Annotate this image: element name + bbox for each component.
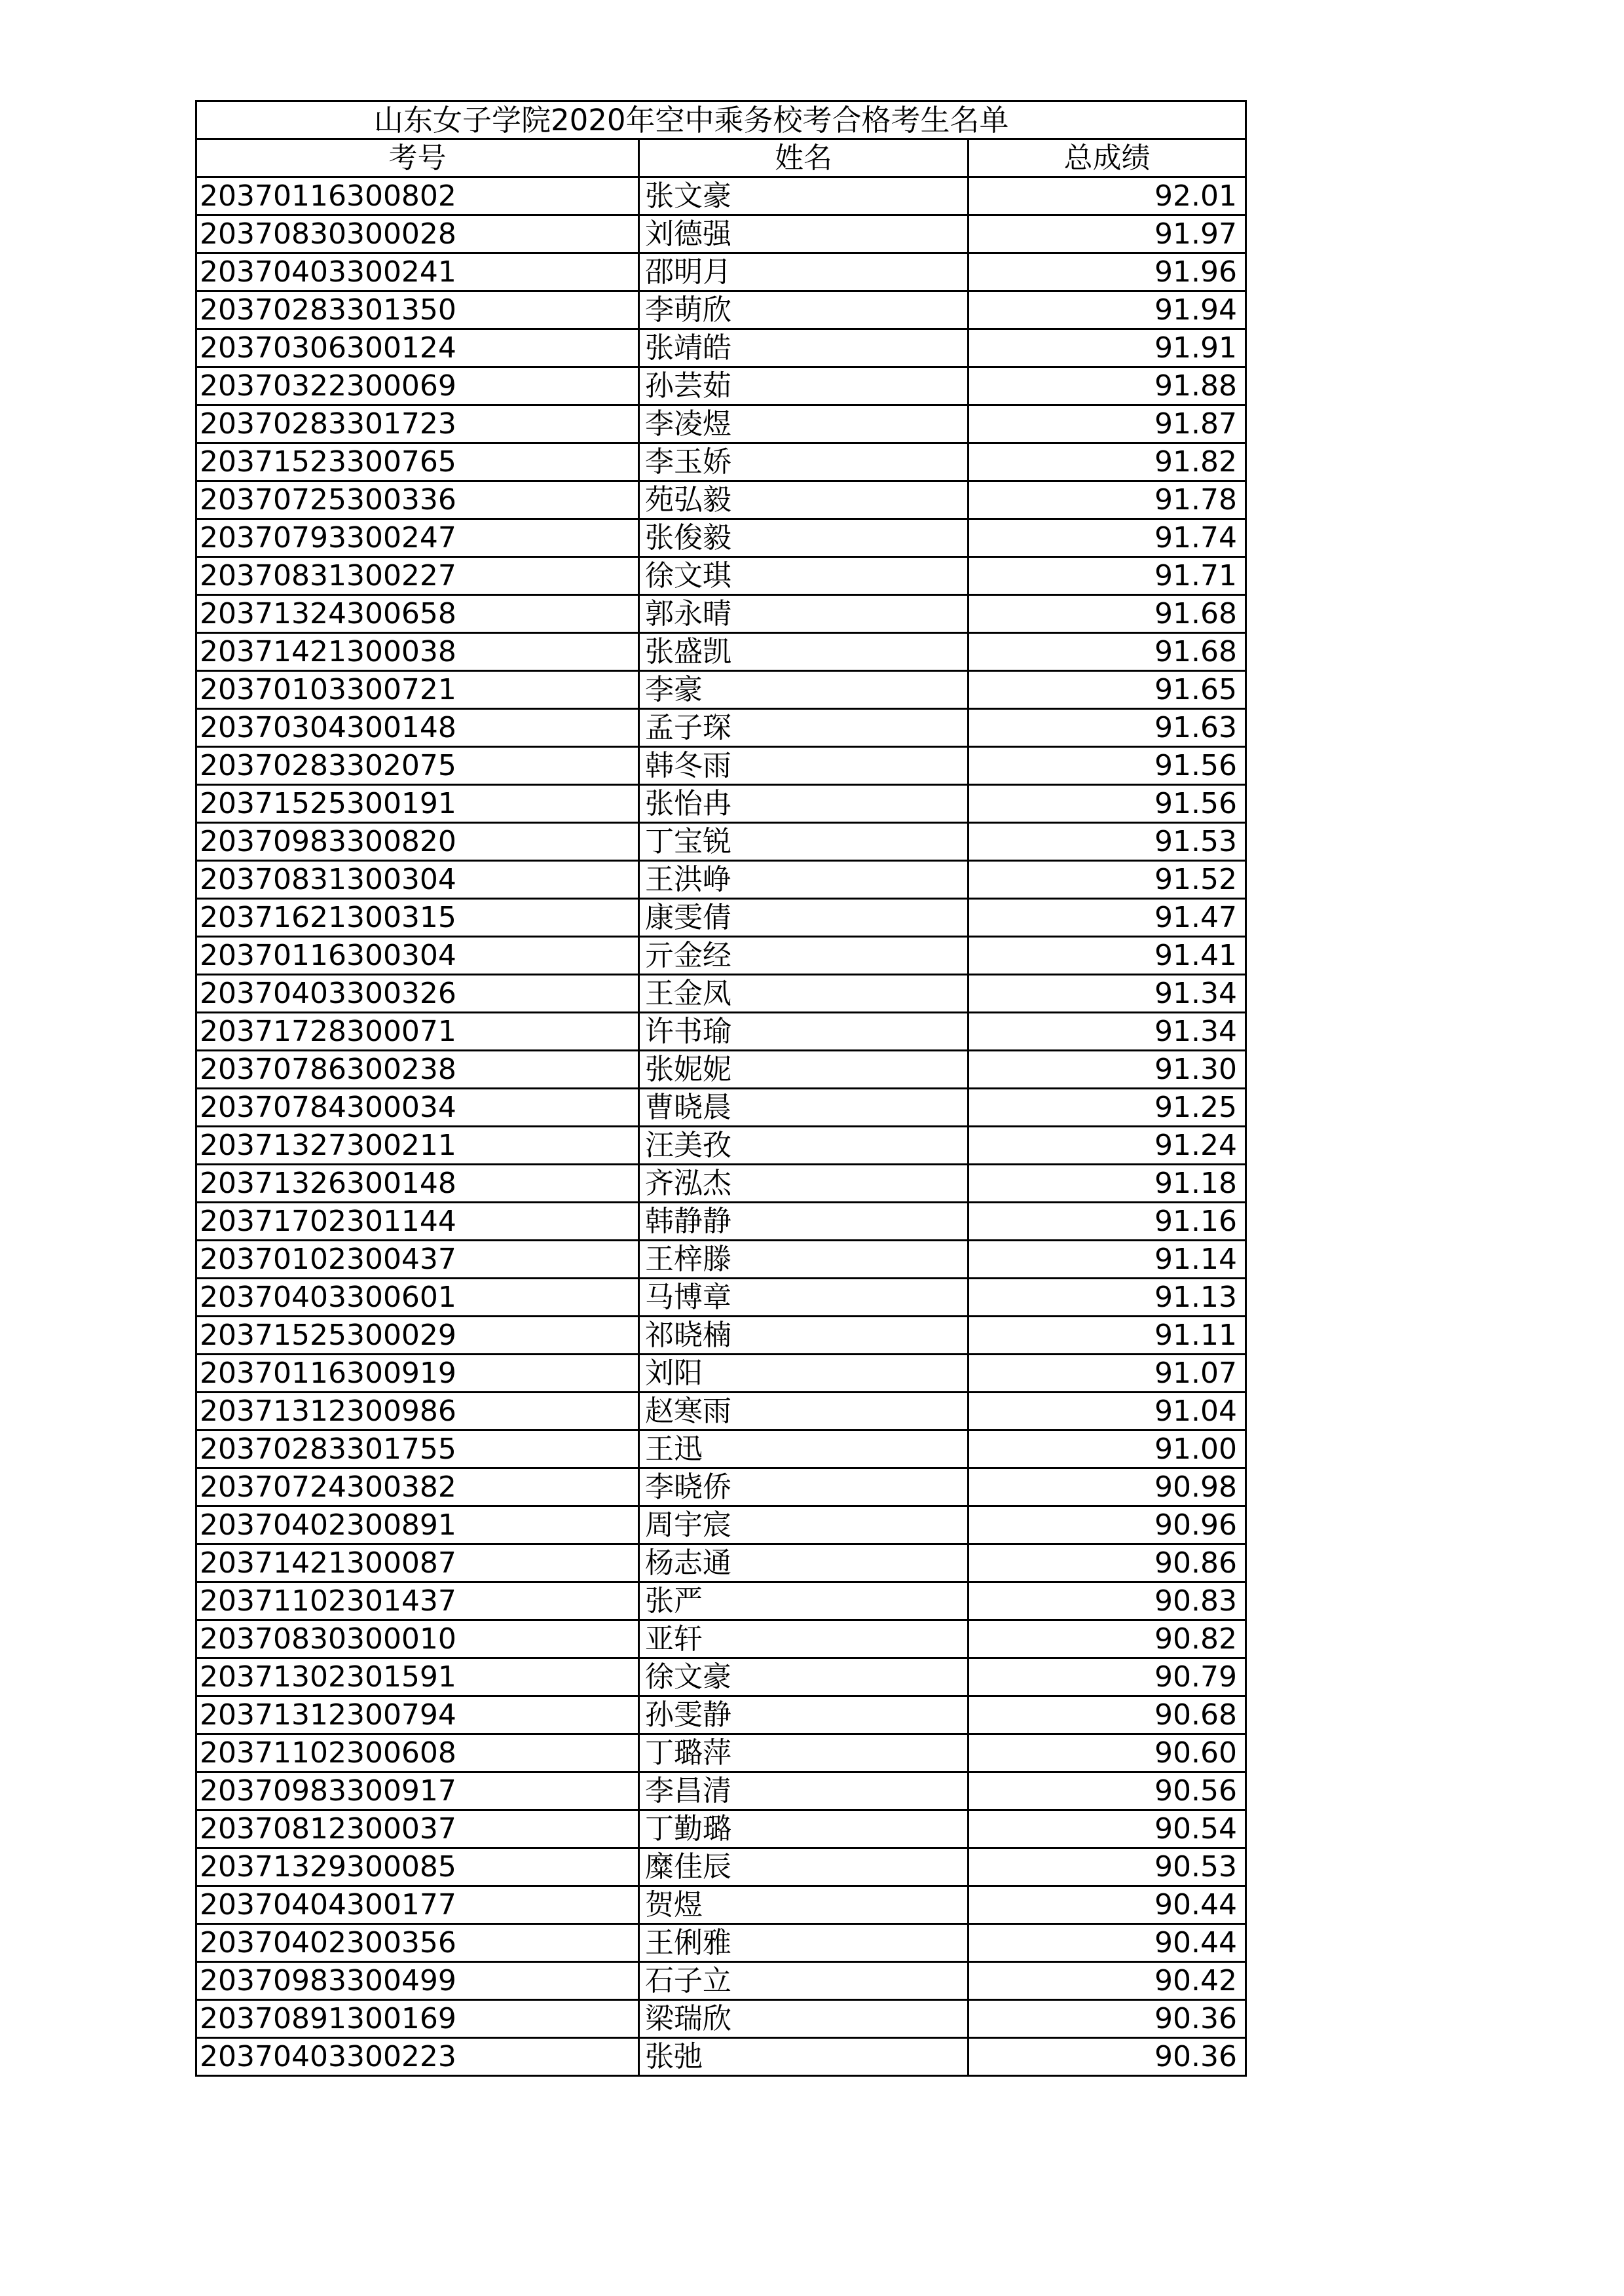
exam-number-cell: 20371421300038 bbox=[196, 633, 639, 671]
total-score-cell: 90.98 bbox=[969, 1468, 1246, 1506]
student-name-cell: 韩冬雨 bbox=[639, 747, 969, 785]
exam-number-cell: 20370891300169 bbox=[196, 2000, 639, 2038]
exam-number-cell: 20370402300891 bbox=[196, 1506, 639, 1544]
student-name-cell: 苑弘毅 bbox=[639, 481, 969, 519]
student-name-cell: 丁勤璐 bbox=[639, 1810, 969, 1848]
total-score-cell: 90.96 bbox=[969, 1506, 1246, 1544]
total-score-cell: 91.71 bbox=[969, 557, 1246, 595]
student-name-cell: 李凌煜 bbox=[639, 405, 969, 443]
student-name-cell: 张盛凯 bbox=[639, 633, 969, 671]
student-name-cell: 丁宝锐 bbox=[639, 823, 969, 861]
exam-number-cell: 20371324300658 bbox=[196, 595, 639, 633]
total-score-cell: 91.65 bbox=[969, 671, 1246, 709]
student-name-cell: 马博章 bbox=[639, 1279, 969, 1317]
exam-number-cell: 20371728300071 bbox=[196, 1013, 639, 1051]
total-score-cell: 91.74 bbox=[969, 519, 1246, 557]
student-name-cell: 韩静静 bbox=[639, 1203, 969, 1241]
table-row bbox=[196, 1089, 1246, 1127]
table-row bbox=[196, 1924, 1246, 1962]
student-name-cell: 徐文琪 bbox=[639, 557, 969, 595]
header-row bbox=[196, 139, 1246, 177]
exam-number-cell: 20370322300069 bbox=[196, 367, 639, 405]
title-row bbox=[196, 101, 1246, 139]
student-name-cell: 李晓侨 bbox=[639, 1468, 969, 1506]
table-row bbox=[196, 443, 1246, 481]
table-row bbox=[196, 1620, 1246, 1658]
student-name-cell: 汪美孜 bbox=[639, 1127, 969, 1165]
table-row bbox=[196, 2038, 1246, 2076]
table-row bbox=[196, 1658, 1246, 1696]
total-score-cell: 91.88 bbox=[969, 367, 1246, 405]
exam-number-cell: 20370304300148 bbox=[196, 709, 639, 747]
total-score-cell: 91.91 bbox=[969, 329, 1246, 367]
table-row bbox=[196, 1051, 1246, 1089]
student-name-cell: 张弛 bbox=[639, 2038, 969, 2076]
total-score-cell: 91.13 bbox=[969, 1279, 1246, 1317]
exam-number-cell: 20370786300238 bbox=[196, 1051, 639, 1089]
table-row bbox=[196, 823, 1246, 861]
table-row bbox=[196, 253, 1246, 291]
student-name-cell: 邵明月 bbox=[639, 253, 969, 291]
student-name-cell: 徐文豪 bbox=[639, 1658, 969, 1696]
total-score-cell: 91.56 bbox=[969, 785, 1246, 823]
student-name-cell: 李豪 bbox=[639, 671, 969, 709]
student-name-cell: 刘阳 bbox=[639, 1355, 969, 1393]
total-score-cell: 90.44 bbox=[969, 1924, 1246, 1962]
total-score-cell: 90.53 bbox=[969, 1848, 1246, 1886]
student-name-cell: 亚轩 bbox=[639, 1620, 969, 1658]
student-name-cell: 曹晓晨 bbox=[639, 1089, 969, 1127]
exam-number-cell: 20370830300010 bbox=[196, 1620, 639, 1658]
table-row bbox=[196, 215, 1246, 253]
exam-number-cell: 20370983300820 bbox=[196, 823, 639, 861]
table-row bbox=[196, 671, 1246, 709]
exam-number-cell: 20370403300241 bbox=[196, 253, 639, 291]
total-score-cell: 91.24 bbox=[969, 1127, 1246, 1165]
table-row bbox=[196, 557, 1246, 595]
exam-number-cell: 20370116300802 bbox=[196, 177, 639, 215]
total-score-cell: 91.87 bbox=[969, 405, 1246, 443]
table-row bbox=[196, 1317, 1246, 1355]
student-name-cell: 许书瑜 bbox=[639, 1013, 969, 1051]
exam-number-cell: 20370793300247 bbox=[196, 519, 639, 557]
total-score-cell: 91.68 bbox=[969, 595, 1246, 633]
student-name-cell: 杨志通 bbox=[639, 1544, 969, 1582]
total-score-cell: 90.82 bbox=[969, 1620, 1246, 1658]
student-name-cell: 张怡冉 bbox=[639, 785, 969, 823]
table-row bbox=[196, 1962, 1246, 2000]
table-row bbox=[196, 1013, 1246, 1051]
table-row bbox=[196, 1393, 1246, 1430]
exam-number-cell: 20370983300499 bbox=[196, 1962, 639, 2000]
student-name-cell: 亓金经 bbox=[639, 937, 969, 975]
document-title: 山东女子学院2020年空中乘务校考合格考生名单 bbox=[196, 101, 1246, 139]
total-score-cell: 90.44 bbox=[969, 1886, 1246, 1924]
student-name-cell: 齐泓杰 bbox=[639, 1165, 969, 1203]
table-row bbox=[196, 1544, 1246, 1582]
total-score-cell: 91.56 bbox=[969, 747, 1246, 785]
exam-number-cell: 20370283302075 bbox=[196, 747, 639, 785]
table-row bbox=[196, 785, 1246, 823]
student-name-cell: 丁璐萍 bbox=[639, 1734, 969, 1772]
student-name-cell: 赵寒雨 bbox=[639, 1393, 969, 1430]
table-row bbox=[196, 367, 1246, 405]
table-row bbox=[196, 633, 1246, 671]
student-name-cell: 王迅 bbox=[639, 1430, 969, 1468]
student-name-cell: 王洪峥 bbox=[639, 861, 969, 899]
student-name-cell: 孙雯静 bbox=[639, 1696, 969, 1734]
total-score-cell: 91.04 bbox=[969, 1393, 1246, 1430]
total-score-cell: 90.36 bbox=[969, 2038, 1246, 2076]
student-name-cell: 石子立 bbox=[639, 1962, 969, 2000]
exam-number-cell: 20371525300029 bbox=[196, 1317, 639, 1355]
exam-number-cell: 20371102300608 bbox=[196, 1734, 639, 1772]
exam-number-cell: 20370725300336 bbox=[196, 481, 639, 519]
total-score-cell: 91.52 bbox=[969, 861, 1246, 899]
exam-number-cell: 20370403300326 bbox=[196, 975, 639, 1013]
table-row bbox=[196, 747, 1246, 785]
table-row bbox=[196, 1506, 1246, 1544]
exam-number-cell: 20370831300304 bbox=[196, 861, 639, 899]
table-row bbox=[196, 481, 1246, 519]
total-score-cell: 90.68 bbox=[969, 1696, 1246, 1734]
column-header-exam-number: 考号 bbox=[196, 139, 639, 177]
table-row bbox=[196, 329, 1246, 367]
table-row bbox=[196, 709, 1246, 747]
total-score-cell: 92.01 bbox=[969, 177, 1246, 215]
column-header-total-score: 总成绩 bbox=[969, 139, 1246, 177]
exam-number-cell: 20370283301350 bbox=[196, 291, 639, 329]
student-name-cell: 刘德强 bbox=[639, 215, 969, 253]
table-row bbox=[196, 1696, 1246, 1734]
student-name-cell: 张文豪 bbox=[639, 177, 969, 215]
exam-number-cell: 20371102301437 bbox=[196, 1582, 639, 1620]
student-name-cell: 张严 bbox=[639, 1582, 969, 1620]
table-row bbox=[196, 1848, 1246, 1886]
exam-number-cell: 20370116300919 bbox=[196, 1355, 639, 1393]
exam-number-cell: 20371523300765 bbox=[196, 443, 639, 481]
table-row bbox=[196, 291, 1246, 329]
student-name-cell: 张妮妮 bbox=[639, 1051, 969, 1089]
table-row bbox=[196, 1468, 1246, 1506]
student-name-cell: 孙芸茹 bbox=[639, 367, 969, 405]
table-row bbox=[196, 937, 1246, 975]
total-score-cell: 91.34 bbox=[969, 1013, 1246, 1051]
table-row bbox=[196, 1734, 1246, 1772]
total-score-cell: 91.41 bbox=[969, 937, 1246, 975]
student-name-cell: 糜佳辰 bbox=[639, 1848, 969, 1886]
total-score-cell: 91.47 bbox=[969, 899, 1246, 937]
exam-number-cell: 20370283301723 bbox=[196, 405, 639, 443]
total-score-cell: 90.36 bbox=[969, 2000, 1246, 2038]
total-score-cell: 91.14 bbox=[969, 1241, 1246, 1279]
exam-number-cell: 20371329300085 bbox=[196, 1848, 639, 1886]
total-score-cell: 91.16 bbox=[969, 1203, 1246, 1241]
table-row bbox=[196, 1355, 1246, 1393]
table-row bbox=[196, 1430, 1246, 1468]
total-score-cell: 91.94 bbox=[969, 291, 1246, 329]
total-score-cell: 90.54 bbox=[969, 1810, 1246, 1848]
total-score-cell: 91.30 bbox=[969, 1051, 1246, 1089]
total-score-cell: 91.78 bbox=[969, 481, 1246, 519]
table-row bbox=[196, 405, 1246, 443]
total-score-cell: 90.86 bbox=[969, 1544, 1246, 1582]
student-name-cell: 郭永晴 bbox=[639, 595, 969, 633]
student-name-cell: 孟子琛 bbox=[639, 709, 969, 747]
total-score-cell: 91.34 bbox=[969, 975, 1246, 1013]
exam-number-cell: 20370403300601 bbox=[196, 1279, 639, 1317]
table-row bbox=[196, 519, 1246, 557]
student-name-cell: 王金凤 bbox=[639, 975, 969, 1013]
table-row bbox=[196, 1886, 1246, 1924]
exam-number-cell: 20371312300986 bbox=[196, 1393, 639, 1430]
exam-number-cell: 20371702301144 bbox=[196, 1203, 639, 1241]
exam-number-cell: 20370831300227 bbox=[196, 557, 639, 595]
exam-number-cell: 20371302301591 bbox=[196, 1658, 639, 1696]
table-row bbox=[196, 861, 1246, 899]
student-name-cell: 李萌欣 bbox=[639, 291, 969, 329]
exam-number-cell: 20371621300315 bbox=[196, 899, 639, 937]
total-score-cell: 90.56 bbox=[969, 1772, 1246, 1810]
student-name-cell: 王梓滕 bbox=[639, 1241, 969, 1279]
exam-number-cell: 20370784300034 bbox=[196, 1089, 639, 1127]
total-score-cell: 91.25 bbox=[969, 1089, 1246, 1127]
table-body bbox=[196, 177, 1246, 2076]
table-row bbox=[196, 595, 1246, 633]
exam-number-cell: 20370283301755 bbox=[196, 1430, 639, 1468]
total-score-cell: 90.83 bbox=[969, 1582, 1246, 1620]
exam-number-cell: 20370102300437 bbox=[196, 1241, 639, 1279]
total-score-cell: 91.82 bbox=[969, 443, 1246, 481]
student-name-cell: 张俊毅 bbox=[639, 519, 969, 557]
column-header-name: 姓名 bbox=[639, 139, 969, 177]
total-score-cell: 91.63 bbox=[969, 709, 1246, 747]
table-row bbox=[196, 1165, 1246, 1203]
total-score-cell: 91.68 bbox=[969, 633, 1246, 671]
student-name-cell: 康雯倩 bbox=[639, 899, 969, 937]
exam-number-cell: 20370724300382 bbox=[196, 1468, 639, 1506]
student-name-cell: 李昌清 bbox=[639, 1772, 969, 1810]
total-score-cell: 91.11 bbox=[969, 1317, 1246, 1355]
exam-number-cell: 20370812300037 bbox=[196, 1810, 639, 1848]
total-score-cell: 91.18 bbox=[969, 1165, 1246, 1203]
exam-number-cell: 20371326300148 bbox=[196, 1165, 639, 1203]
student-name-cell: 周宇宸 bbox=[639, 1506, 969, 1544]
table-row bbox=[196, 1772, 1246, 1810]
total-score-cell: 90.79 bbox=[969, 1658, 1246, 1696]
table-row bbox=[196, 1241, 1246, 1279]
table-row bbox=[196, 975, 1246, 1013]
total-score-cell: 90.60 bbox=[969, 1734, 1246, 1772]
student-name-cell: 张靖皓 bbox=[639, 329, 969, 367]
total-score-cell: 91.53 bbox=[969, 823, 1246, 861]
table-row bbox=[196, 1582, 1246, 1620]
total-score-cell: 91.00 bbox=[969, 1430, 1246, 1468]
table-row bbox=[196, 2000, 1246, 2038]
exam-number-cell: 20370306300124 bbox=[196, 329, 639, 367]
student-name-cell: 梁瑞欣 bbox=[639, 2000, 969, 2038]
exam-number-cell: 20370404300177 bbox=[196, 1886, 639, 1924]
student-name-cell: 李玉娇 bbox=[639, 443, 969, 481]
total-score-cell: 91.96 bbox=[969, 253, 1246, 291]
exam-number-cell: 20371312300794 bbox=[196, 1696, 639, 1734]
total-score-cell: 91.07 bbox=[969, 1355, 1246, 1393]
table-row bbox=[196, 1203, 1246, 1241]
exam-number-cell: 20370116300304 bbox=[196, 937, 639, 975]
student-name-cell: 祁晓楠 bbox=[639, 1317, 969, 1355]
table-row bbox=[196, 1810, 1246, 1848]
exam-number-cell: 20371421300087 bbox=[196, 1544, 639, 1582]
exam-number-cell: 20370402300356 bbox=[196, 1924, 639, 1962]
table-row bbox=[196, 899, 1246, 937]
exam-number-cell: 20370403300223 bbox=[196, 2038, 639, 2076]
total-score-cell: 90.42 bbox=[969, 1962, 1246, 2000]
table-row bbox=[196, 1279, 1246, 1317]
exam-number-cell: 20371327300211 bbox=[196, 1127, 639, 1165]
exam-number-cell: 20370103300721 bbox=[196, 671, 639, 709]
table-row bbox=[196, 1127, 1246, 1165]
exam-number-cell: 20370983300917 bbox=[196, 1772, 639, 1810]
student-name-cell: 王俐雅 bbox=[639, 1924, 969, 1962]
exam-number-cell: 20371525300191 bbox=[196, 785, 639, 823]
total-score-cell: 91.97 bbox=[969, 215, 1246, 253]
candidate-list-table bbox=[195, 100, 1247, 2077]
table-row bbox=[196, 177, 1246, 215]
student-name-cell: 贺煜 bbox=[639, 1886, 969, 1924]
exam-number-cell: 20370830300028 bbox=[196, 215, 639, 253]
